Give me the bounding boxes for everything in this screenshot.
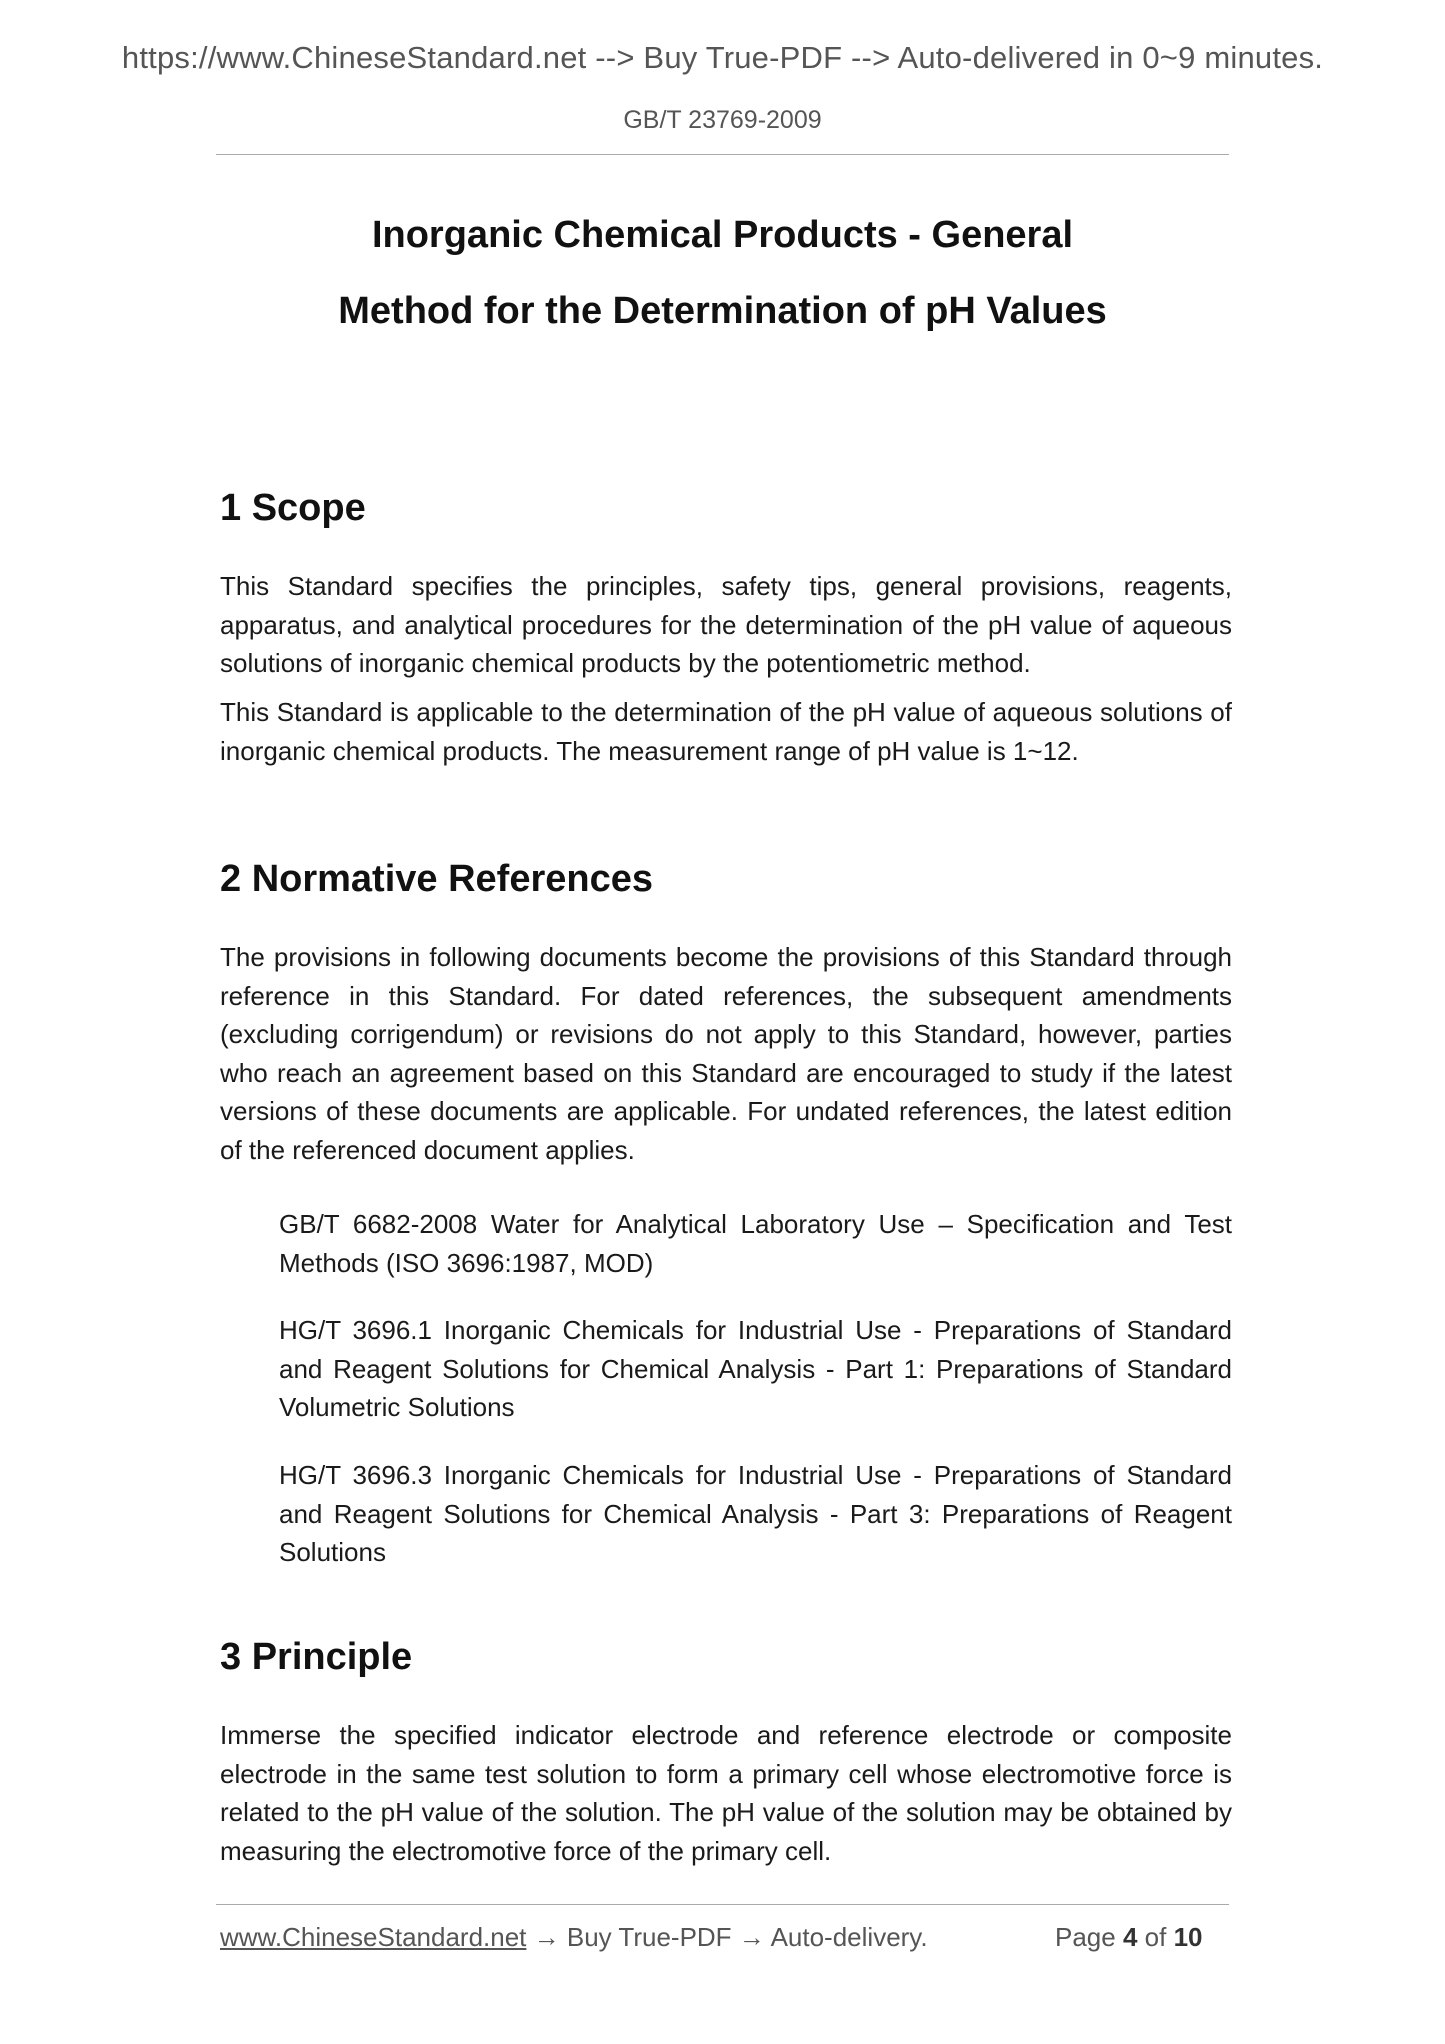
scope-paragraph-1: This Standard specifies the principles, safety tips, general provisions, reagents, apparatus, and analytical procedures for the determination of the pH value of aqueous solutions of inorganic chemical products by the potentiometric method.: [220, 571, 1232, 678]
header-divider: [216, 154, 1229, 155]
normative-references-intro: The provisions in following documents become the provisions of this Standard through reference in this Standard. For dated references, the subsequent amendments (excluding corrigendum) or revisions do not apply to this Standard, however, parties who reach an agreement based on this Standard are encouraged to study if the latest versions of these documents are applicable. For undated references, the latest edition of the referenced document applies.: [220, 942, 1232, 1165]
section-heading-scope: 1 Scope: [220, 487, 366, 529]
section-heading-normative-references: 2 Normative References: [220, 858, 653, 900]
section-heading-principle: 3 Principle: [220, 1636, 413, 1678]
source-banner: https://www.ChineseStandard.net --> Buy True-PDF --> Auto-delivered in 0~9 minutes.: [121, 40, 1324, 75]
footer-divider: [216, 1904, 1229, 1905]
footer-tagline: [220, 1922, 928, 1953]
footer-tagline-text: → Buy True-PDF → Auto-delivery.: [526, 1922, 928, 1952]
reference-item: GB/T 6682-2008 Water for Analytical Laboratory Use – Specification and Test Methods (ISO 3696:1987, MOD): [279, 1209, 1232, 1278]
principle-paragraph: Immerse the specified indicator electrode and reference electrode or composite electrode in the same test solution to form a primary cell whose electromotive force is related to the pH value of the solution. The pH value of the solution may be obtained by measuring the electromotive force of the primary cell.: [220, 1720, 1232, 1866]
document-title-line-2: Method for the Determination of pH Values: [338, 290, 1107, 332]
page-indicator: [1055, 1922, 1203, 1953]
page-word: Page: [1055, 1922, 1116, 1952]
page-total: 10: [1173, 1922, 1203, 1952]
page-current: 4: [1122, 1922, 1138, 1952]
page-of-word: of: [1144, 1922, 1167, 1952]
reference-item: HG/T 3696.3 Inorganic Chemicals for Industrial Use - Preparations of Standard and Reagent Solutions for Chemical Analysis - Part 3: Preparations of Reagent Solutions: [279, 1460, 1232, 1567]
document-title-line-1: Inorganic Chemical Products - General: [371, 214, 1074, 256]
scope-paragraph-2: This Standard is applicable to the determination of the pH value of aqueous solutions of inorganic chemical products. The measurement range of pH value is 1~12.: [220, 697, 1232, 766]
standard-code: GB/T 23769-2009: [623, 106, 822, 134]
reference-item: HG/T 3696.1 Inorganic Chemicals for Industrial Use - Preparations of Standard and Reagent Solutions for Chemical Analysis - Part 1: Preparations of Standard Volumetric Solutions: [279, 1315, 1232, 1422]
footer-site-link[interactable]: www.ChineseStandard.net: [220, 1922, 527, 1952]
